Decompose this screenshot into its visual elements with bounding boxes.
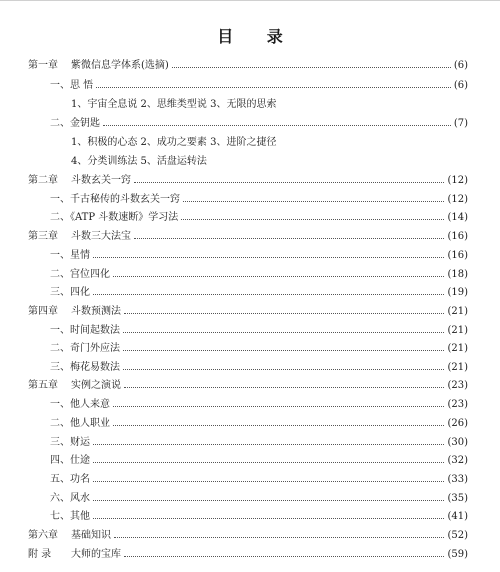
toc-chapter-row <box>0 59 500 73</box>
toc-section-label: 六、风水 <box>50 493 90 504</box>
toc-section-row <box>0 324 500 338</box>
toc-page-number: (18) <box>447 269 468 280</box>
toc-section-label: 三、四化 <box>50 287 90 298</box>
toc-chapter-label: 第六章 <box>28 530 58 541</box>
toc-page-number: (16) <box>447 231 468 242</box>
toc-section-row <box>0 510 500 524</box>
toc-page-number: (21) <box>447 306 468 317</box>
toc-chapter-label: 附 录 <box>28 549 52 560</box>
toc-chapter-label: 第四章 <box>28 306 58 317</box>
toc-dot-leader <box>93 500 444 501</box>
toc-section-label: 二、金钥匙 <box>50 118 100 129</box>
toc-chapter-title: 紫微信息学体系(选摘) <box>71 60 169 71</box>
toc-section-row <box>0 286 500 300</box>
toc-chapter-label: 第五章 <box>28 380 58 391</box>
toc-section-label: 七、其他 <box>50 511 90 522</box>
toc-chapter-row <box>0 230 500 244</box>
toc-section-label: 二、他人职业 <box>50 418 110 429</box>
toc-dot-leader <box>183 201 444 202</box>
toc-dot-leader <box>124 556 444 557</box>
toc-dot-leader <box>103 125 451 126</box>
toc-dot-leader <box>93 518 444 519</box>
toc-dot-leader <box>93 462 444 463</box>
toc-chapter-label: 第一章 <box>28 60 58 71</box>
toc-dot-leader <box>134 182 444 183</box>
toc-section-label: 二、奇门外应法 <box>50 343 120 354</box>
toc-section-label: 四、仕途 <box>50 455 90 466</box>
toc-section-row <box>0 454 500 468</box>
page-title: 目 录 <box>217 27 297 46</box>
toc-section-label: 二、宫位四化 <box>50 269 110 280</box>
toc-dot-leader <box>93 444 444 445</box>
toc-section-label: 一、千古秘传的斗数玄关一窍 <box>50 194 180 205</box>
toc-dot-leader <box>172 67 451 68</box>
toc-page-number: (21) <box>447 325 468 336</box>
toc-section-label: 一、思 悟 <box>50 80 94 91</box>
toc-dot-leader <box>123 350 444 351</box>
toc-chapter-row <box>0 379 500 393</box>
toc-section-row <box>0 417 500 431</box>
toc-page-number: (21) <box>447 343 468 354</box>
toc-chapter-title: 基础知识 <box>71 530 111 541</box>
toc-dot-leader <box>123 332 444 333</box>
toc-chapter-row <box>0 548 500 562</box>
toc-section-label: 五、功名 <box>50 474 90 485</box>
toc-page-number: (19) <box>447 287 468 298</box>
toc-section-label: 一、他人来意 <box>50 399 110 410</box>
toc-page-number: (23) <box>447 380 468 391</box>
toc-dot-leader <box>93 294 444 295</box>
toc-section-row <box>0 436 500 450</box>
toc-subitem-row <box>0 136 500 150</box>
toc-section-row <box>0 117 500 131</box>
toc-dot-leader <box>93 481 444 482</box>
toc-dot-leader <box>114 537 444 538</box>
toc-page-number: (30) <box>447 437 468 448</box>
toc-dot-leader <box>113 276 444 277</box>
toc-dot-leader <box>113 425 444 426</box>
toc-section-row <box>0 79 500 93</box>
toc-page-number: (6) <box>453 80 468 91</box>
toc-page-number: (32) <box>447 455 468 466</box>
toc-page-number: (16) <box>447 250 468 261</box>
toc-page-number: (12) <box>447 175 468 186</box>
toc-page-number: (35) <box>447 493 468 504</box>
toc-chapter-label: 第二章 <box>28 175 58 186</box>
toc-chapter-label: 第三章 <box>28 231 58 242</box>
toc-chapter-title: 斗数三大法宝 <box>71 231 131 242</box>
toc-page-number: (26) <box>447 418 468 429</box>
toc-section-row <box>0 361 500 375</box>
toc-dot-leader <box>123 369 444 370</box>
toc-section-label: 一、星情 <box>50 250 90 261</box>
toc-dot-leader <box>134 238 444 239</box>
toc-page-number: (7) <box>453 118 468 129</box>
toc-subitem-text: 1、积极的心态 2、成功之要素 3、进阶之捷径 <box>71 137 277 148</box>
toc-chapter-row <box>0 305 500 319</box>
toc-section-row <box>0 473 500 487</box>
toc-chapter-title: 斗数预测法 <box>71 306 121 317</box>
toc-section-row <box>0 398 500 412</box>
toc-chapter-row <box>0 529 500 543</box>
toc-subitem-text: 1、宇宙全息说 2、思维类型说 3、无限的思索 <box>71 99 277 110</box>
toc-chapter-title: 实例之演说 <box>71 380 121 391</box>
toc-page-number: (52) <box>447 530 468 541</box>
toc-section-label: 一、时间起数法 <box>50 325 120 336</box>
toc-chapter-title: 大师的宝库 <box>71 549 121 560</box>
toc-section-row <box>0 342 500 356</box>
toc-section-label: 二、《ATP 斗数速断》学习法 <box>50 212 179 223</box>
toc-page-number: (59) <box>447 549 468 560</box>
toc-chapter-title: 斗数玄关一窍 <box>71 175 131 186</box>
toc-subitem-row <box>0 98 500 112</box>
toc-section-label: 三、财运 <box>50 437 90 448</box>
toc-dot-leader <box>124 313 444 314</box>
toc-section-label: 三、梅花易数法 <box>50 362 120 373</box>
toc-section-row <box>0 211 500 225</box>
toc-subitem-row <box>0 155 500 169</box>
toc-dot-leader <box>96 87 451 88</box>
toc-chapter-row <box>0 174 500 188</box>
toc-subitem-text: 4、分类训练法 5、活盘运转法 <box>71 156 207 167</box>
toc-section-row <box>0 268 500 282</box>
toc-section-row <box>0 492 500 506</box>
toc-page-number: (12) <box>447 194 468 205</box>
toc-dot-leader <box>113 406 444 407</box>
toc-page-number: (6) <box>453 60 468 71</box>
toc-dot-leader <box>93 257 444 258</box>
toc-page-number: (41) <box>447 511 468 522</box>
toc-page-number: (14) <box>447 212 468 223</box>
toc-dot-leader <box>124 387 444 388</box>
toc-page-number: (23) <box>447 399 468 410</box>
toc-page-number: (21) <box>447 362 468 373</box>
toc-section-row <box>0 249 500 263</box>
toc-dot-leader <box>181 219 444 220</box>
toc-page-number: (33) <box>447 474 468 485</box>
toc-section-row <box>0 193 500 207</box>
